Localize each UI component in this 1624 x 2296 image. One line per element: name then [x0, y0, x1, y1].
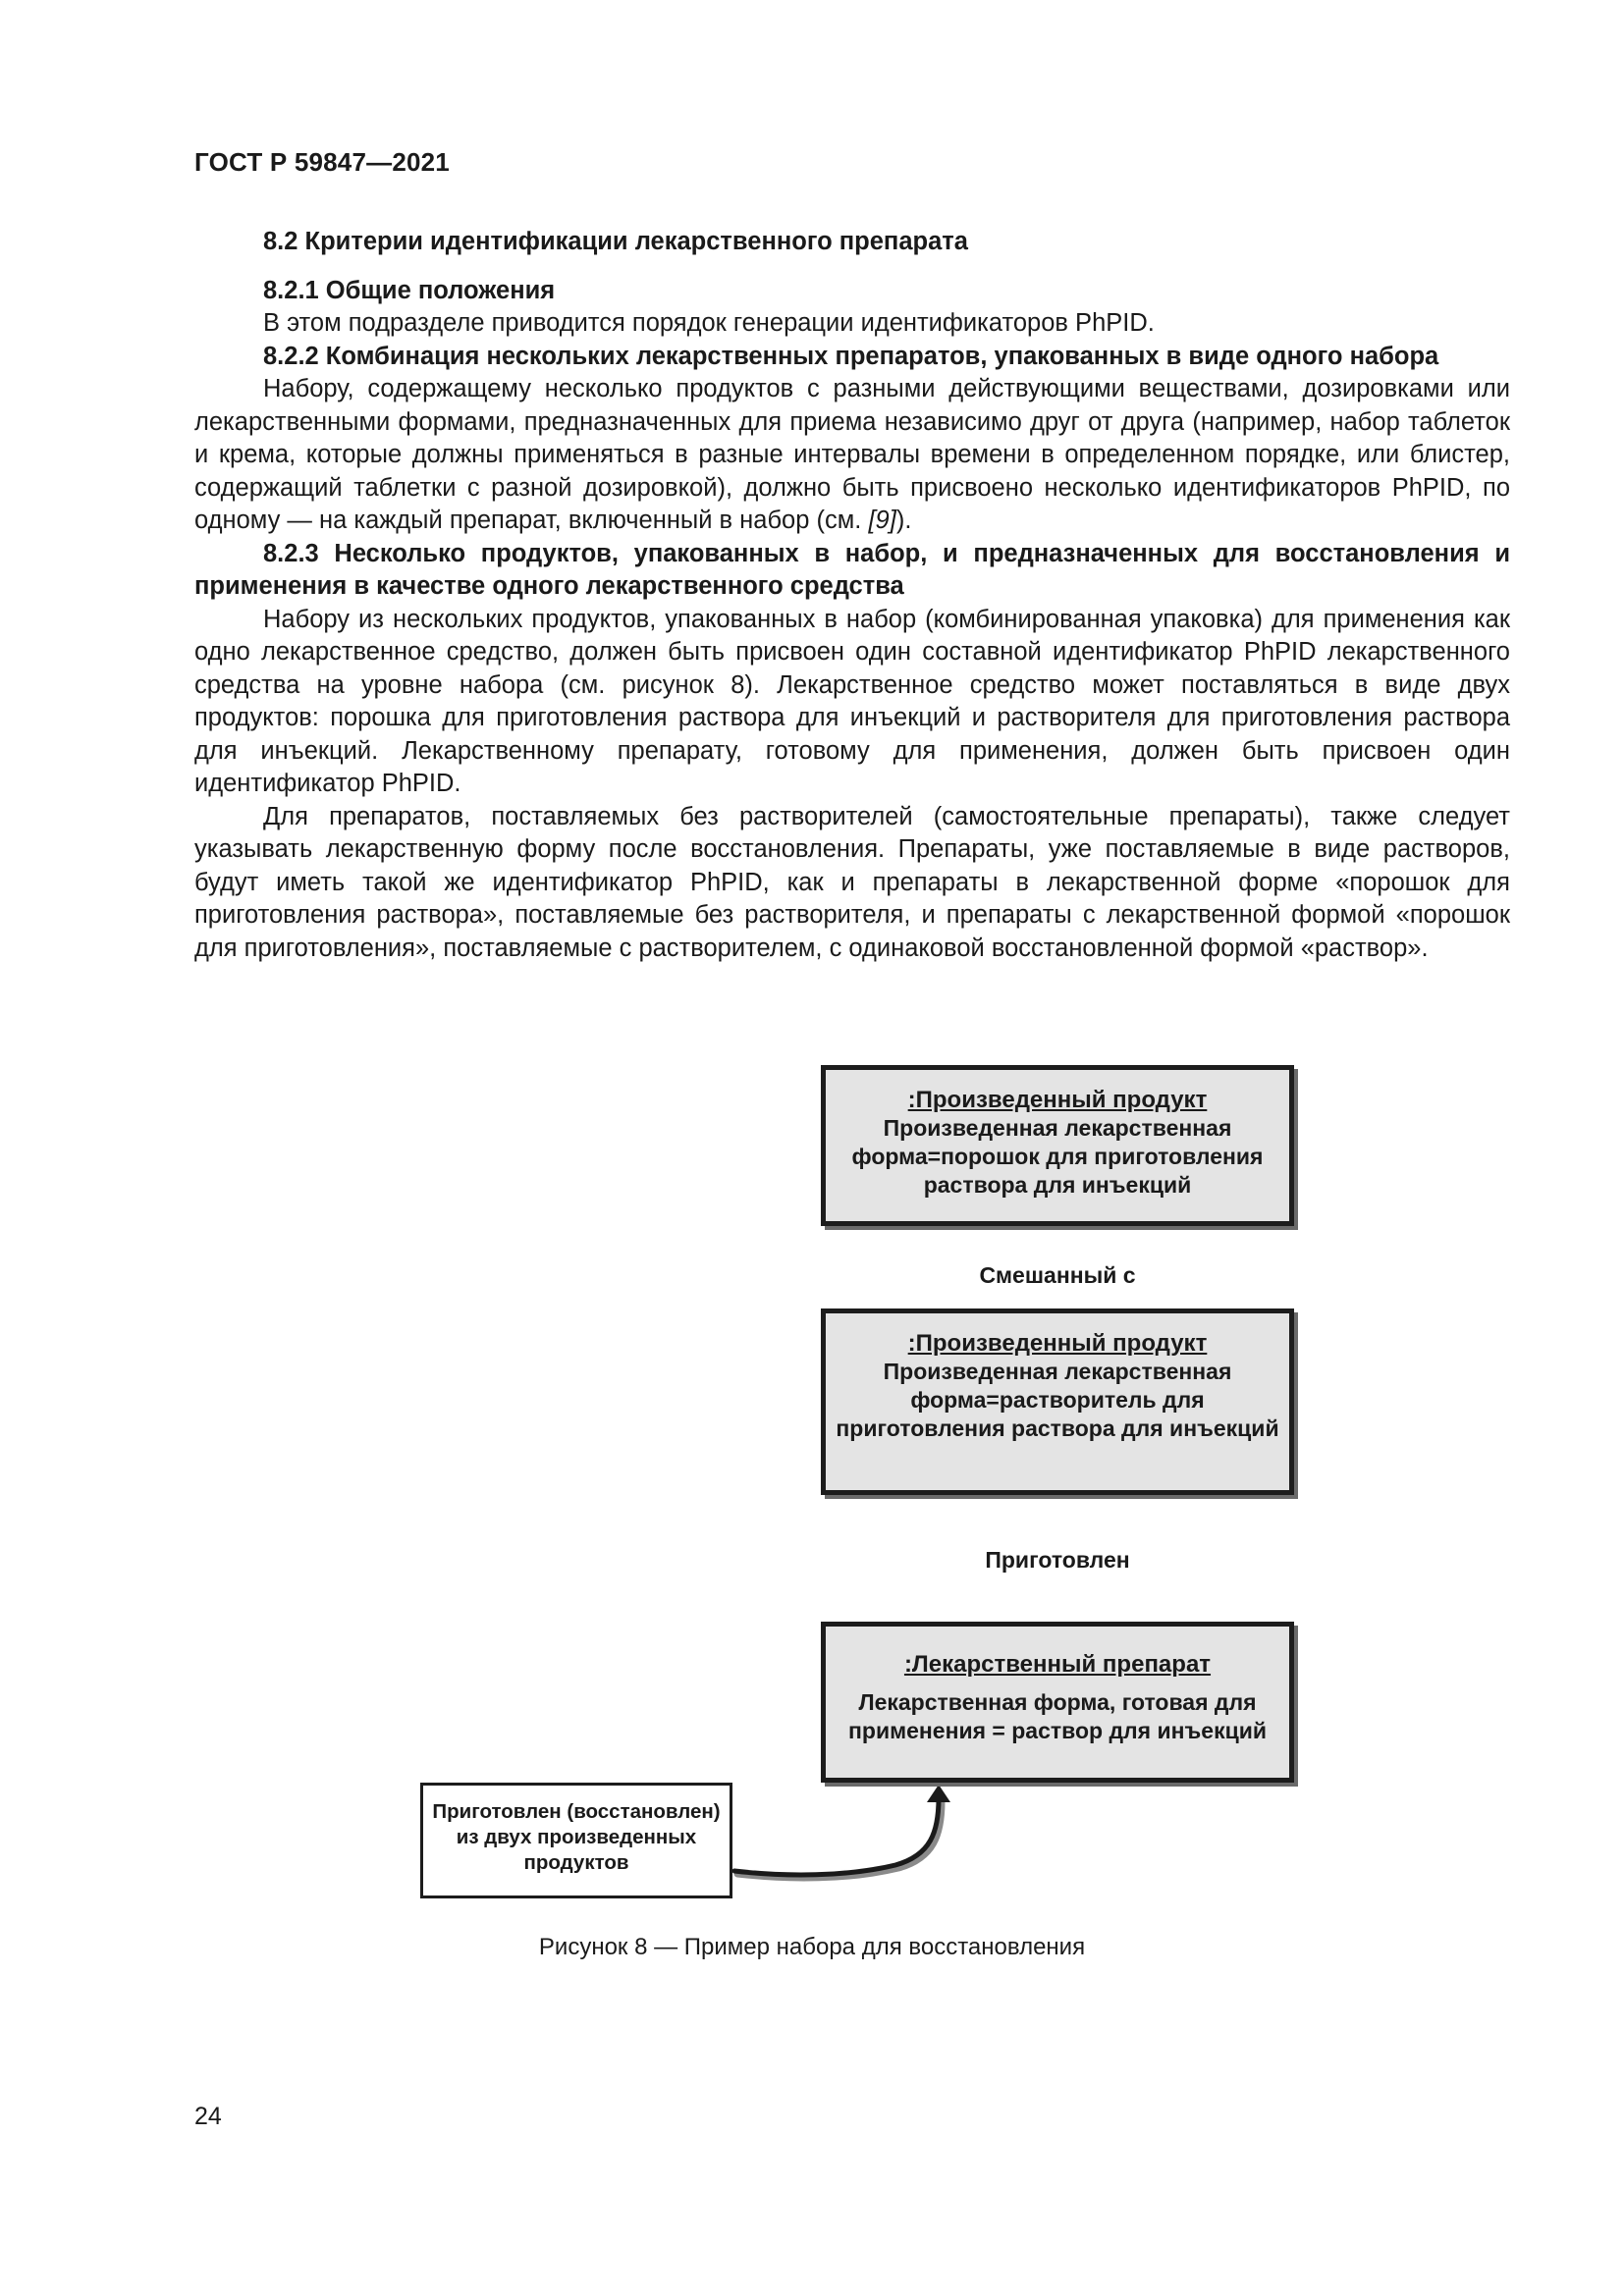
figure-caption: Рисунок 8 — Пример набора для восстановления [538, 1934, 1086, 1960]
box-body: Лекарственная форма, готовая для применения = раствор для инъекций [848, 1689, 1267, 1743]
citation-ref: [9] [868, 507, 896, 534]
section-8-2-title: 8.2 Критерии идентификации лекарственного препарата [263, 228, 968, 255]
section-8-2-2-text [194, 373, 1510, 538]
section-8-2-3-title: 8.2.3 Несколько продуктов, упакованных в набор, и предназначенных для восстановления и применения в качестве одного лекарственного средства [194, 539, 1510, 600]
page-number: 24 [194, 2103, 222, 2130]
prepared-note-box [420, 1783, 732, 1898]
section-8-2-2-end: ). [895, 507, 912, 534]
box-body: Произведенная лекарственная форма=растворитель для приготовления раствора для инъекций [836, 1359, 1279, 1441]
medicinal-product-box [821, 1622, 1294, 1783]
manufactured-product-solvent-box [821, 1308, 1294, 1495]
note-text: Приготовлен (восстановлен) из двух произведенных продуктов [432, 1800, 721, 1874]
section-8-2-2-title: 8.2.2 Комбинация нескольких лекарственных препаратов, упакованных в виде одного набора [263, 342, 1439, 370]
arrow-head-icon [927, 1785, 950, 1802]
section-8-2-1-text: В этом подразделе приводится порядок генерации идентификаторов PhPID. [263, 309, 1155, 337]
connector-arrow [734, 1798, 939, 1875]
box-title: :Произведенный продукт [907, 1087, 1208, 1113]
section-8-2-3-text-1: Набору из нескольких продуктов, упакованных в набор (комбинированная упаковка) для применения как одно лекарственное средство, должен быть присвоен один составной идентификатор PhPID лекарственного средства на уровне набора (см. рисунок 8). Лекарственное средство может поставляться в виде двух продуктов: порошка для приготовления раствора для инъекций и растворителя для приготовления раствора для инъекций. Лекарственному препарату, готовому для применения, должен быть присвоен один идентификатор PhPID. [194, 605, 1510, 797]
connector-arrow-shadow [737, 1801, 942, 1878]
box-title: :Лекарственный препарат [903, 1651, 1212, 1678]
box-title: :Произведенный продукт [907, 1330, 1208, 1357]
manufactured-product-powder-box [821, 1065, 1294, 1226]
section-8-2-2-body: Набору, содержащему несколько продуктов с разными действующими веществами, дозировками или лекарственными формами, предназначенных для приема независимо друг от друга (например, набор таблеток и крема, которые должны применяться в разные интервалы времени в определенном порядке, или блистер, содержащий таблетки с разной дозировкой), должно быть присвоено несколько идентификаторов PhPID, по одному — на каждый препарат, включенный в набор (см. [194, 375, 1510, 534]
main-content [194, 226, 1510, 965]
section-8-2-3-text-2: Для препаратов, поставляемых без растворителей (самостоятельные препараты), также следует указывать лекарственную форму после восстановления. Препараты, уже поставляемые в виде растворов, будут иметь такой же идентификатор PhPID, как и препараты в лекарственной форме «порошок для приготовления раствора», поставляемые без растворителя, и препараты с лекарственной формой «порошок для приготовления», поставляемые с растворителем, с одинаковой восстановленной формой «раствор». [194, 802, 1510, 962]
box-body: Произведенная лекарственная форма=порошок для приготовления раствора для инъекций [851, 1115, 1264, 1198]
relation-prepared: Приготовлен [985, 1547, 1130, 1573]
section-8-2-1-title: 8.2.1 Общие положения [263, 276, 556, 304]
relation-mixed-with: Смешанный с [979, 1262, 1136, 1288]
document-header: ГОСТ Р 59847—2021 [194, 147, 450, 177]
